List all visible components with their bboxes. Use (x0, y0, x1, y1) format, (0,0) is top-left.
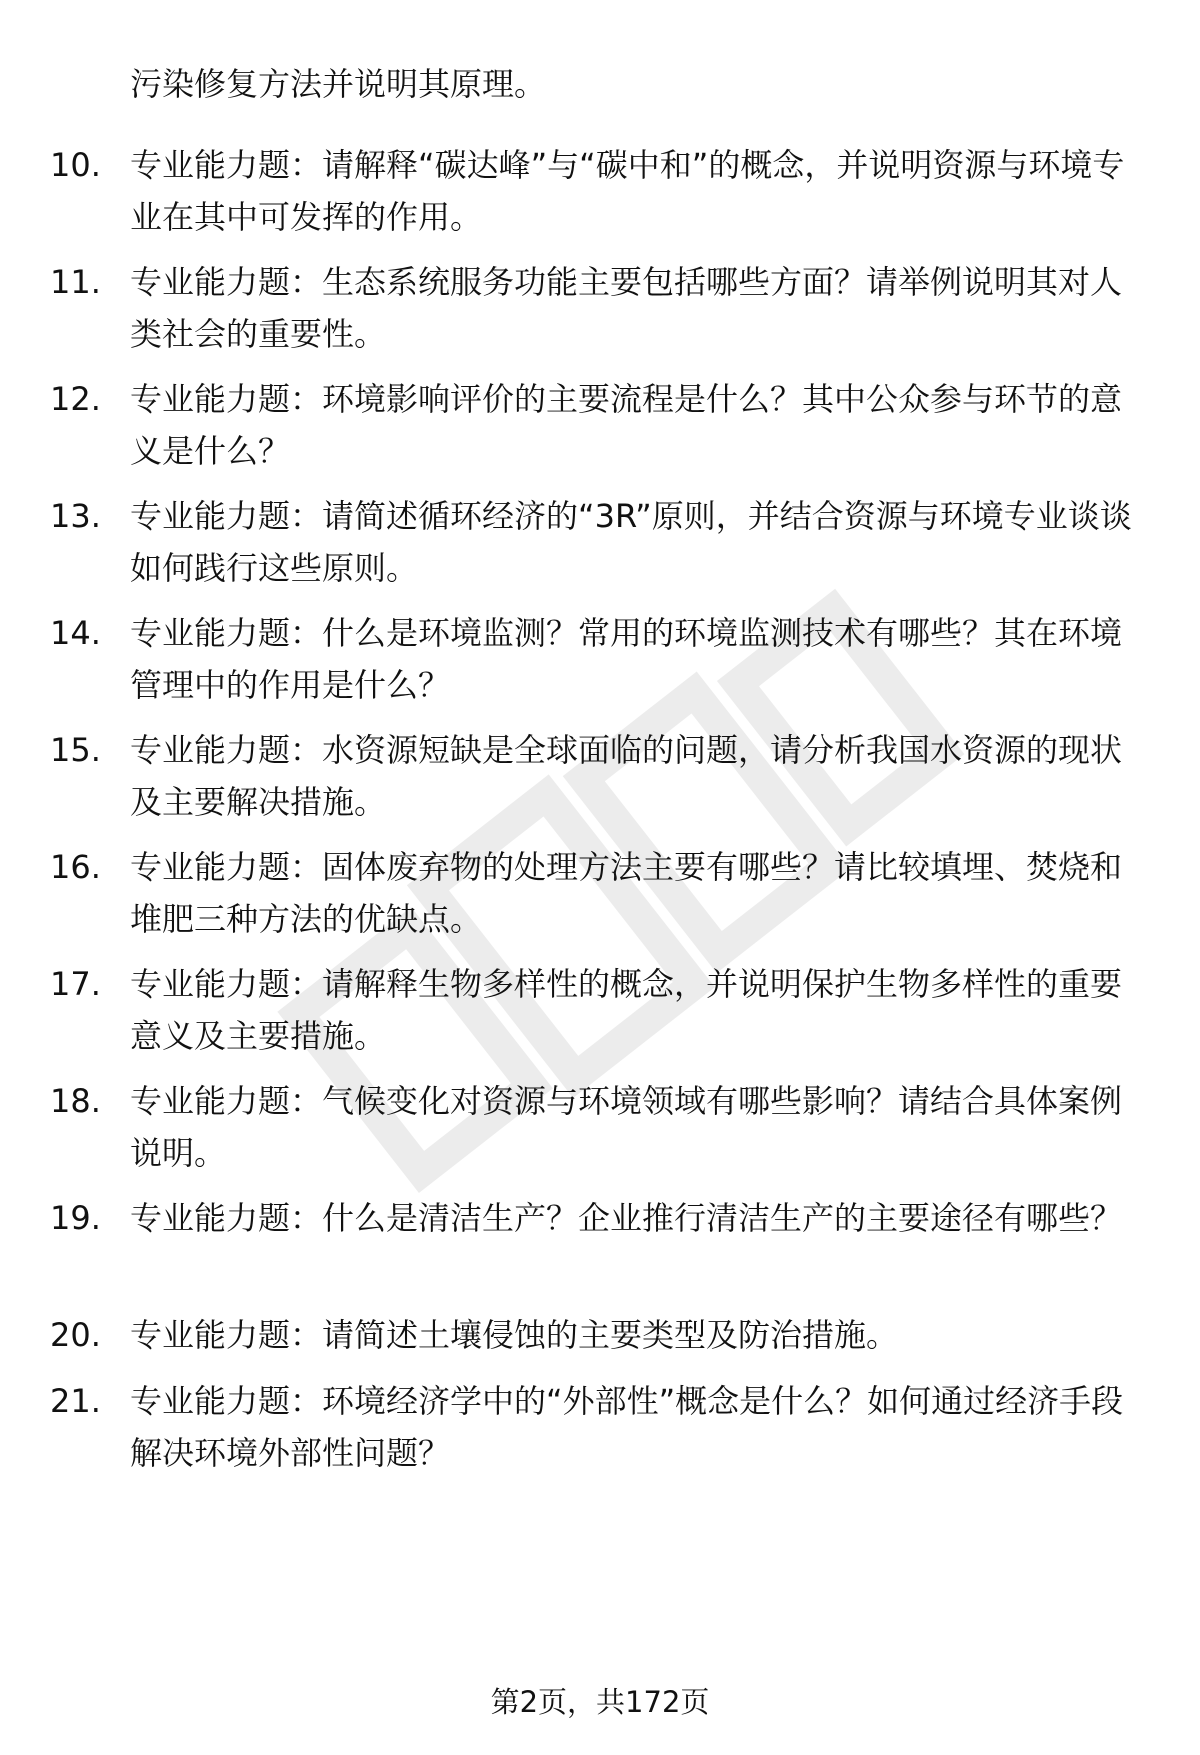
question-text: 专业能力题：生态系统服务功能主要包括哪些方面？请举例说明其对人类社会的重要性。 (130, 263, 1123, 353)
question-text: 专业能力题：水资源短缺是全球面临的问题，请分析我国水资源的现状及主要解决措施。 (130, 731, 1123, 821)
question-number: 18. (50, 1082, 101, 1120)
question-text: 专业能力题：固体废弃物的处理方法主要有哪些？请比较填埋、焚烧和堆肥三种方法的优缺点。 (130, 848, 1123, 938)
question-number: 17. (50, 965, 101, 1003)
question-number: 13. (50, 497, 101, 535)
question-text: 专业能力题：什么是清洁生产？企业推行清洁生产的主要途径有哪些？ (130, 1199, 1123, 1237)
question-number: 21. (50, 1382, 101, 1420)
question-number: 16. (50, 848, 101, 886)
continuation-line: 污染修复方法并说明其原理。 (130, 65, 547, 103)
question-text: 专业能力题：气候变化对资源与环境领域有哪些影响？请结合具体案例说明。 (130, 1082, 1123, 1172)
question-text: 专业能力题：环境影响评价的主要流程是什么？其中公众参与环节的意义是什么？ (130, 380, 1123, 470)
question-text: 专业能力题：环境经济学中的“外部性”概念是什么？如何通过经济手段解决环境外部性问题？ (130, 1382, 1124, 1472)
page-footer: 第2页，共172页 (490, 1685, 710, 1719)
question-number: 10. (50, 146, 101, 184)
question-text: 专业能力题：请简述循环经济的“3R”原则，并结合资源与环境专业谈谈如何践行这些原则。 (130, 497, 1132, 587)
question-number: 14. (50, 614, 101, 652)
question-number: 12. (50, 380, 101, 418)
question-text: 专业能力题：什么是环境监测？常用的环境监测技术有哪些？其在环境管理中的作用是什么？ (130, 614, 1123, 704)
question-text: 专业能力题：请解释生物多样性的概念，并说明保护生物多样性的重要意义及主要措施。 (130, 965, 1123, 1055)
question-number: 19. (50, 1199, 101, 1237)
question-text: 专业能力题：请解释“碳达峰”与“碳中和”的概念，并说明资源与环境专业在其中可发挥的作用。 (130, 146, 1125, 236)
question-number: 15. (50, 731, 101, 769)
question-text: 专业能力题：请简述土壤侵蚀的主要类型及防治措施。 (130, 1316, 899, 1354)
question-number: 11. (50, 263, 101, 301)
question-number: 20. (50, 1316, 101, 1354)
